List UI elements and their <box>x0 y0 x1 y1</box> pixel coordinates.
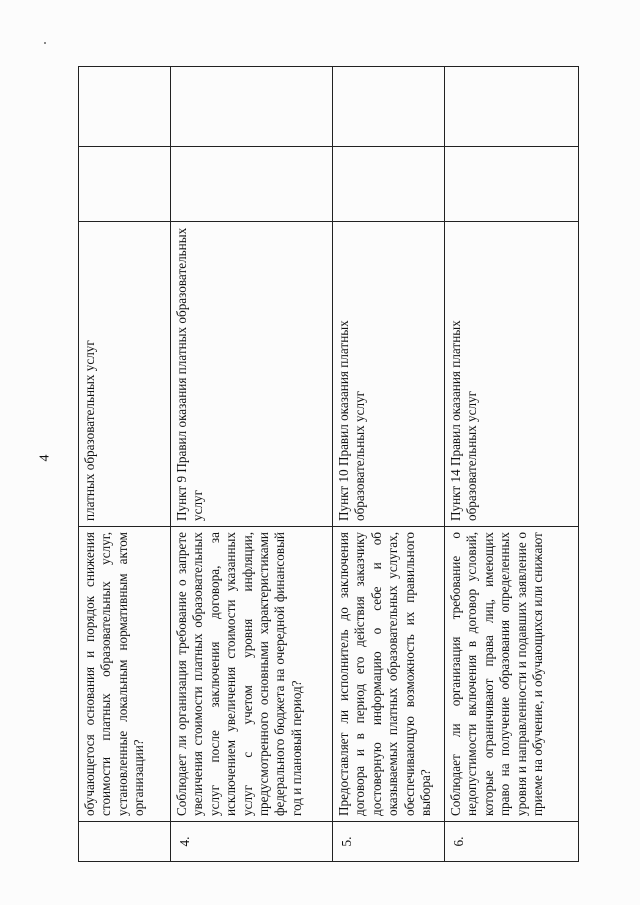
empty-cell <box>171 67 333 147</box>
row-number: 5. <box>333 822 445 862</box>
table-row <box>171 67 333 862</box>
question-cell: Соблюдает ли организация требование о недопустимости включения в договор условий, которые ограничивают права лиц, имеющих право на получение образования определенных уровня и направленности и подавших заявление о приеме на обучение, и обучающихся или снижают <box>445 527 579 822</box>
empty-cell <box>333 67 445 147</box>
row-number: 6. <box>445 822 579 862</box>
page-number: 4 <box>37 454 53 462</box>
empty-cell <box>171 147 333 222</box>
empty-cell <box>445 67 579 147</box>
empty-cell <box>79 147 171 222</box>
reference-cell: платных образовательных услуг <box>79 222 171 527</box>
requirements-table <box>78 66 579 862</box>
table-row <box>333 67 445 862</box>
rotated-table-frame <box>78 67 578 862</box>
reference-cell: Пункт 14 Правил оказания платных образовательных услуг <box>445 222 579 527</box>
empty-cell <box>445 147 579 222</box>
question-cell: Предоставляет ли исполнитель до заключения договора и в период его действия заказчику достоверную информацию о себе и об оказываемых платных образовательных услугах, обеспечивающую возможность их правильного выбора? <box>333 527 445 822</box>
empty-cell <box>333 147 445 222</box>
table-row <box>445 67 579 862</box>
table-row <box>79 67 171 862</box>
reference-cell: Пункт 9 Правил оказания платных образовательных услуг <box>171 222 333 527</box>
question-cell: обучающегося основания и порядок снижения стоимости платных образовательных услуг, установленные локальным нормативным актом организации? <box>79 527 171 822</box>
empty-cell <box>79 67 171 147</box>
row-number <box>79 822 171 862</box>
question-cell: Соблюдает ли организация требование о запрете увеличения стоимости платных образовательных услуг после заключения договора, за исключением увеличения стоимости указанных услуг с учетом уровня инфляции, предусмотренного основными характеристиками федерального бюджета на очередной финансовый год и плановый период? <box>171 527 333 822</box>
scan-speck <box>44 42 46 44</box>
reference-cell: Пункт 10 Правил оказания платных образовательных услуг <box>333 222 445 527</box>
row-number: 4. <box>171 822 333 862</box>
